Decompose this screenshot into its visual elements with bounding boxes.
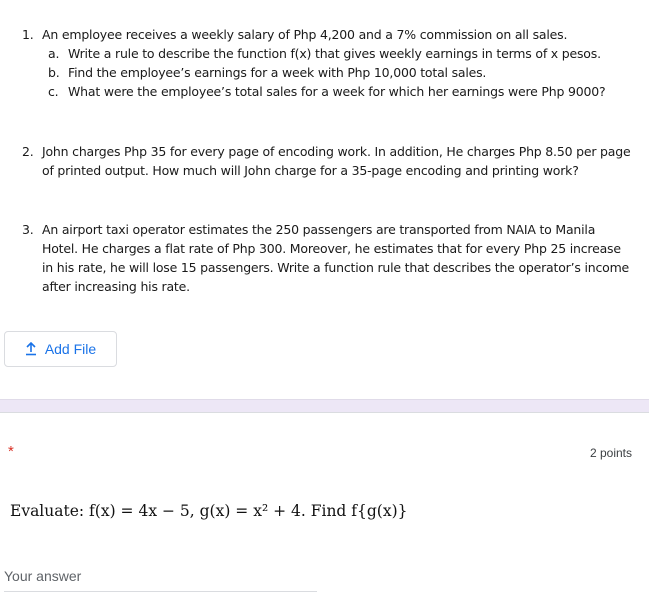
sub-label: c. [48,84,59,99]
upload-icon [25,342,37,356]
question-1-text: An employee receives a weekly salary of Php 4,200 and a 7% commission on all sales. [42,27,568,42]
question-3 [22,220,632,296]
answer-input[interactable]: Your answer [4,568,82,584]
question-1-number: 1. [22,27,34,42]
question-3-number: 3. [22,222,34,237]
required-marker: * [8,443,14,460]
sub-label: a. [48,46,60,61]
question-prompt: Evaluate: f(x) = 4x − 5, g(x) = x² + 4. Find f{g(x)} [10,502,408,520]
add-file-button[interactable] [4,331,117,367]
sub-question-c: What were the employee’s total sales for a week for which her earnings were Php 9000? [68,84,606,99]
question-3-line: in his rate, he will lose 15 passengers. Write a function rule that describes the operator’s income [42,260,630,275]
sub-question-b: Find the employee’s earnings for a week with Php 10,000 total sales. [68,65,487,80]
question-3-line: after increasing his rate. [42,279,190,294]
question-3-line: Hotel. He charges a flat rate of Php 300. Moreover, he estimates that for every Php 25 increase [42,241,621,256]
question-2-line: John charges Php 35 for every page of encoding work. In addition, He charges Php 8.50 per page [42,144,631,159]
question-1 [22,25,632,101]
points-label: 2 points [589,446,632,460]
question-2 [22,142,632,180]
answer-underline [4,591,317,592]
question-2-number: 2. [22,144,34,159]
section-divider [0,399,649,413]
sub-label: b. [48,65,60,80]
sub-question-a: Write a rule to describe the function f(x) that gives weekly earnings in terms of x pesos. [68,46,601,61]
add-file-label: Add File [44,341,97,357]
question-2-line: of printed output. How much will John charge for a 35-page encoding and printing work? [42,163,579,178]
question-3-line: An airport taxi operator estimates the 250 passengers are transported from NAIA to Manila [42,222,596,237]
